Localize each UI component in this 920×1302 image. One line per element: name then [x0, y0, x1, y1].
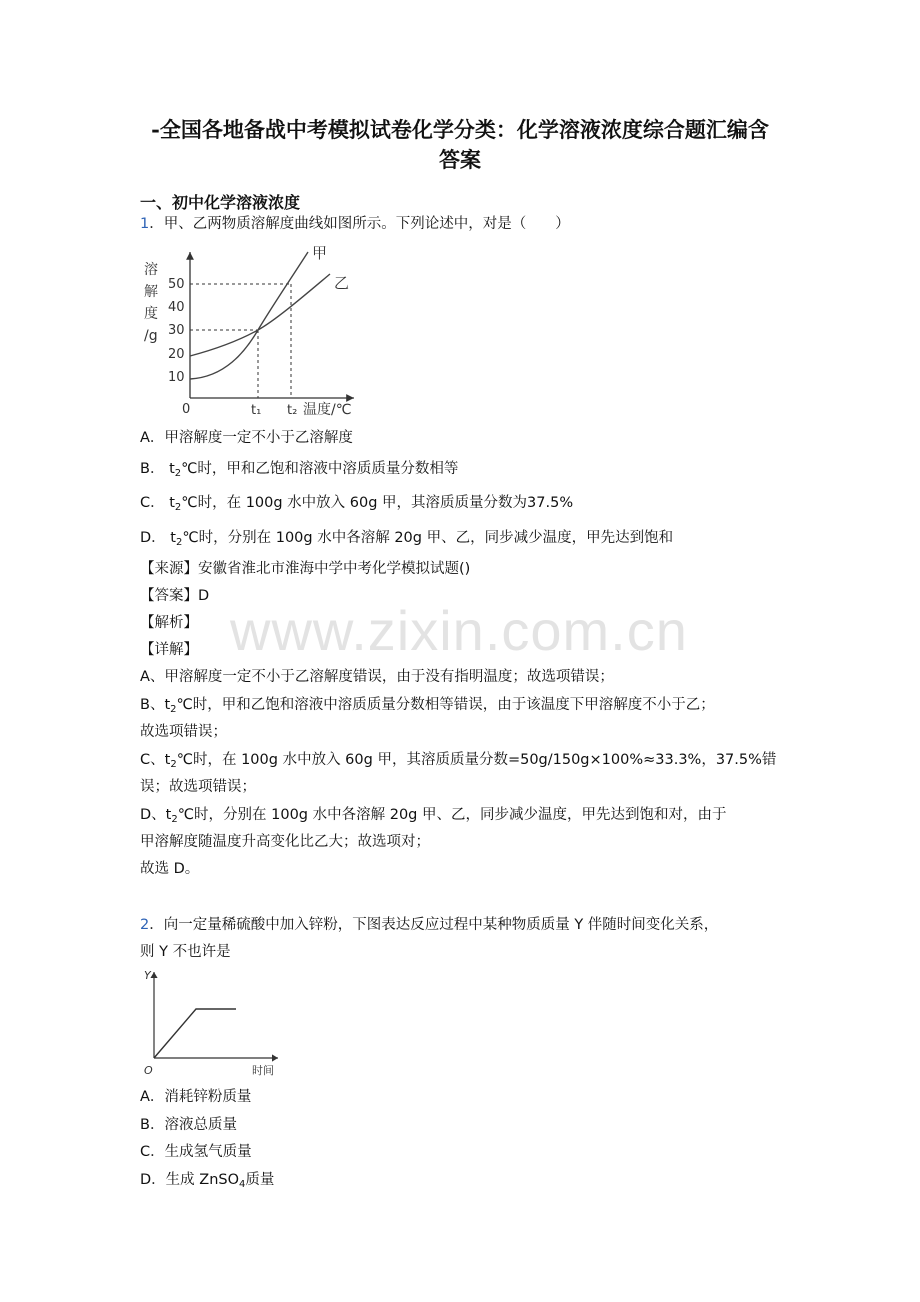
q1-ylabel-char-1: 溶 [144, 262, 158, 278]
q1-answer: 【答案】D [140, 588, 210, 604]
q2-option-c: C．生成氢气质量 [140, 1144, 252, 1160]
q1-option-d-sub: 2 [175, 537, 183, 548]
q2-data-line [154, 1009, 236, 1058]
q1-xlabel: 温度/℃ [303, 402, 352, 418]
q1-origin-label: 0 [182, 402, 191, 417]
q1-option-c-t: t [169, 495, 175, 511]
q1-ytick-40: 40 [168, 300, 185, 315]
q1-label-jia: 甲 [312, 244, 328, 262]
q1-detail-line-1: A、甲溶解度一定不小于乙溶解度错误，由于没有指明温度；故选项错误； [140, 669, 614, 685]
q1-detail-line-2 [140, 696, 715, 719]
q1-option-b-text: ℃时，甲和乙饱和溶液中溶质质量分数相等 [181, 461, 459, 477]
q1-ytick-10: 10 [168, 370, 185, 385]
q1-option-b [140, 460, 458, 483]
q1-detail-2-post: ℃时，甲和乙饱和溶液中溶质质量分数相等错误，由于该温度下甲溶解度不小于乙； [176, 697, 715, 713]
q1-ylabel-char-3: 度 [144, 306, 158, 322]
q2-option-d-pre: D．生成 ZnSO [140, 1172, 240, 1188]
q2-stem-line-1 [140, 916, 718, 934]
q1-ytick-50: 50 [168, 277, 185, 292]
q1-ytick-20: 20 [168, 347, 185, 362]
q1-number: 1 [140, 216, 150, 232]
q1-curve-jia [190, 252, 308, 379]
q2-option-a: A．消耗锌粉质量 [140, 1089, 252, 1105]
q2-option-d [140, 1171, 274, 1194]
q2-option-d-sub: 4 [239, 1179, 246, 1190]
q2-option-b: B．溶液总质量 [140, 1117, 237, 1133]
q1-detail-6-post: ℃时，分别在 100g 水中各溶解 20g 甲、乙，同步减少温度，甲先达到饱和对，由于 [177, 807, 727, 823]
q1-detail-4-pre: C、t [140, 752, 171, 768]
q1-option-a: A．甲溶解度一定不小于乙溶解度 [140, 430, 353, 446]
q1-detail-line-4 [140, 751, 776, 774]
q1-option-b-t: t [169, 461, 175, 477]
q2-x-label: 时间 [252, 1064, 274, 1077]
q1-detail-2-pre: B、t [140, 697, 171, 713]
q1-detail-2-sub: 2 [170, 704, 177, 715]
q2-stem-text-1: ．向一定量稀硫酸中加入锌粉，下图表达反应过程中某种物质质量 Y 伴随时间变化关系， [149, 917, 719, 933]
document-title-line-1: -全国各地备战中考模拟试卷化学分类：化学溶液浓度综合题汇编含 [151, 117, 769, 142]
q1-detail-4-sub: 2 [170, 759, 177, 770]
q1-ytick-30: 30 [168, 323, 185, 338]
q1-option-c-sub: 2 [174, 502, 182, 513]
q1-detail-6-sub: 2 [171, 814, 178, 825]
section-heading: 一、初中化学溶液浓度 [140, 193, 301, 212]
q1-option-b-letter: B． [140, 461, 165, 477]
q1-option-c-text: ℃时，在 100g 水中放入 60g 甲，其溶质质量分数为37.5% [181, 495, 574, 511]
q1-xtick-t1: t₁ [251, 403, 262, 418]
q1-solubility-graph [140, 240, 370, 422]
q1-ylabel-char-4: /g [144, 328, 158, 344]
q2-number: 2 [140, 917, 150, 933]
q1-detail-6-pre: D、t [140, 807, 172, 823]
q1-xtick-t2: t₂ [287, 403, 298, 418]
q1-label-yi: 乙 [334, 274, 350, 292]
q2-origin-label: O [144, 1064, 153, 1077]
q2-stem-line-2: 则 Y 不也许是 [140, 944, 231, 960]
q1-option-d-letter: D． [140, 530, 166, 546]
q1-detail-line-6 [140, 806, 727, 829]
q2-option-d-post: 质量 [245, 1172, 275, 1188]
q1-detail-line-8: 故选 D。 [140, 861, 200, 877]
q1-stem [140, 215, 570, 233]
q1-option-b-sub: 2 [174, 468, 182, 479]
q1-detail-line-7: 甲溶解度随温度升高变化比乙大；故选项对； [140, 834, 430, 850]
q1-curve-yi [190, 274, 330, 356]
q1-detail-4-post: ℃时，在 100g 水中放入 60g 甲，其溶质质量分数=50g/150g×100%≈33.3%，37.5%错 [176, 752, 777, 768]
watermark: www.zixin.com.cn [230, 599, 688, 662]
q1-stem-text: ．甲、乙两物质溶解度曲线如图所示。下列论述中，对是（ ） [149, 216, 570, 232]
q1-option-d-text: ℃时，分别在 100g 水中各溶解 20g 甲、乙，同步减少温度，甲先达到饱和 [182, 530, 674, 546]
q2-graph [140, 966, 285, 1082]
q1-option-c [140, 494, 573, 517]
q1-ylabel-char-2: 解 [144, 284, 158, 300]
q1-detail-line-3: 故选项错误； [140, 724, 227, 740]
q1-analysis-heading: 【解析】 [140, 615, 198, 631]
document-title-line-2: 答案 [439, 147, 481, 172]
q1-option-c-letter: C． [140, 495, 165, 511]
q2-y-label: Y [144, 969, 151, 982]
q1-option-d [140, 529, 673, 552]
q1-detail-heading: 【详解】 [140, 642, 198, 658]
q1-option-d-t: t [170, 530, 176, 546]
q1-source: 【来源】安徽省淮北市淮海中学中考化学模拟试题() [140, 561, 471, 577]
q1-detail-line-5: 误；故选项错误； [140, 779, 256, 795]
